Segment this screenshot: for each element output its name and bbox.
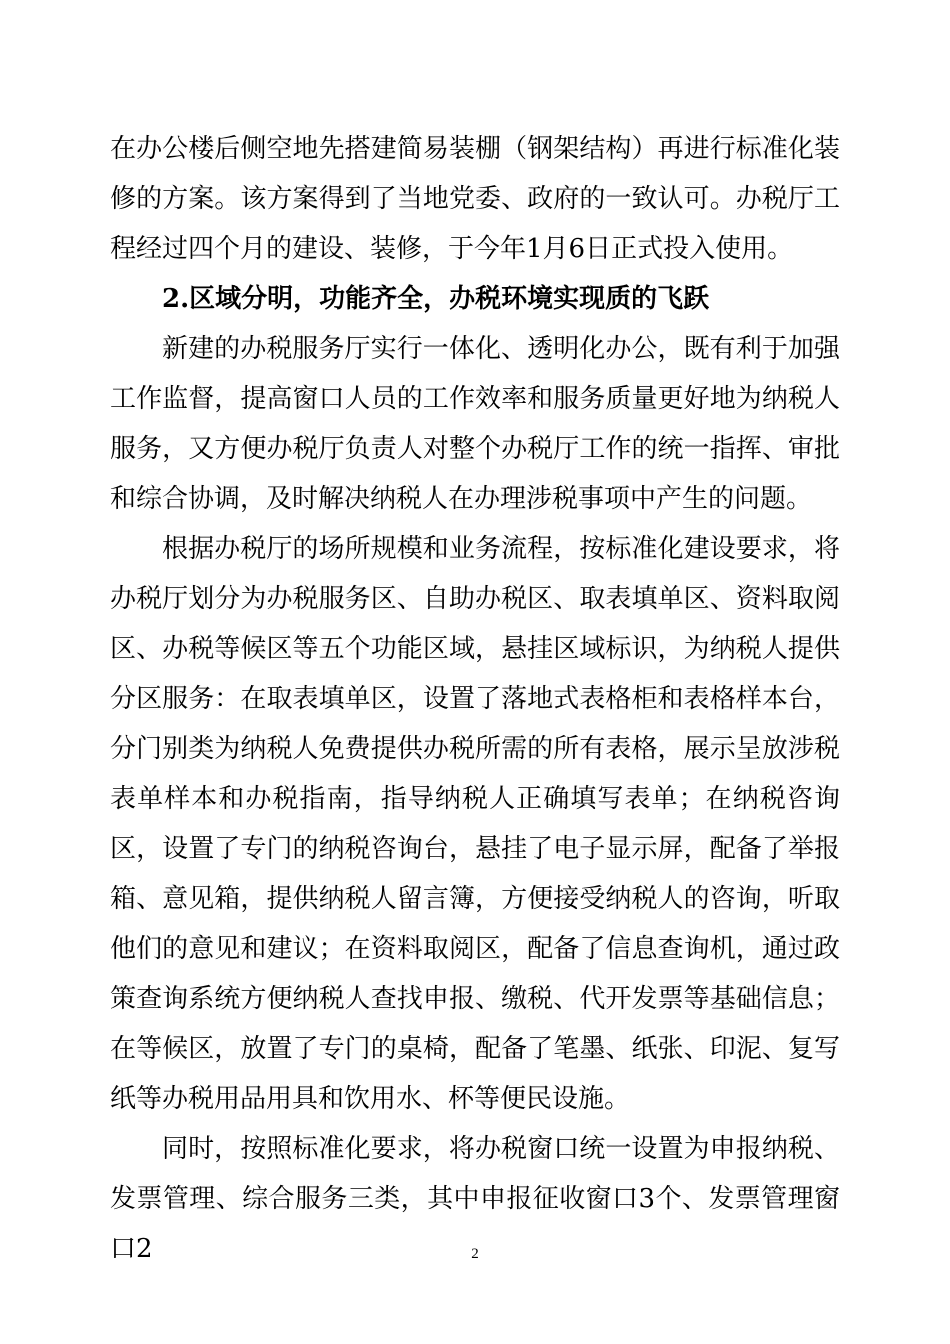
page-body	[110, 124, 840, 1274]
paragraph-continuation: 在办公楼后侧空地先搭建简易装棚（钢架结构）再进行标准化装修的方案。该方案得到了当地党委、政府的一致认可。办税厅工程经过四个月的建设、装修，于今年1月6日正式投入使用。	[110, 134, 840, 264]
paragraph-windows: 同时，按照标准化要求，将办税窗口统一设置为申报纳税、发票管理、综合服务三类，其中申报征收窗口3个、发票管理窗口2	[110, 1134, 840, 1264]
paragraph-functional-areas: 根据办税厅的场所规模和业务流程，按标准化建设要求，将办税厅划分为办税服务区、自助办税区、取表填单区、资料取阅区、办税等候区等五个功能区域，悬挂区域标识，为纳税人提供分区服务：在取表填单区，设置了落地式表格柜和表格样本台，分门别类为纳税人免费提供办税所需的所有表格，展示呈放涉税表单样本和办税指南，指导纳税人正确填写表单；在纳税咨询区，设置了专门的纳税咨询台，悬挂了电子显示屏，配备了举报箱、意见箱，提供纳税人留言簿，方便接受纳税人的咨询，听取他们的意见和建议；在资料取阅区，配备了信息查询机，通过政策查询系统方便纳税人查找申报、缴税、代开发票等基础信息；在等候区，放置了专门的桌椅，配备了笔墨、纸张、印泥、复写纸等办税用品用具和饮用水、杯等便民设施。	[110, 534, 840, 1114]
paragraph-service-hall: 新建的办税服务厅实行一体化、透明化办公，既有利于加强工作监督，提高窗口人员的工作效率和服务质量更好地为纳税人服务，又方便办税厅负责人对整个办税厅工作的统一指挥、审批和综合协调，及时解决纳税人在办理涉税事项中产生的问题。	[110, 334, 840, 514]
page-number: 2	[471, 1246, 479, 1262]
section-heading: 2.区域分明，功能齐全，办税环境实现质的飞跃	[162, 284, 710, 314]
